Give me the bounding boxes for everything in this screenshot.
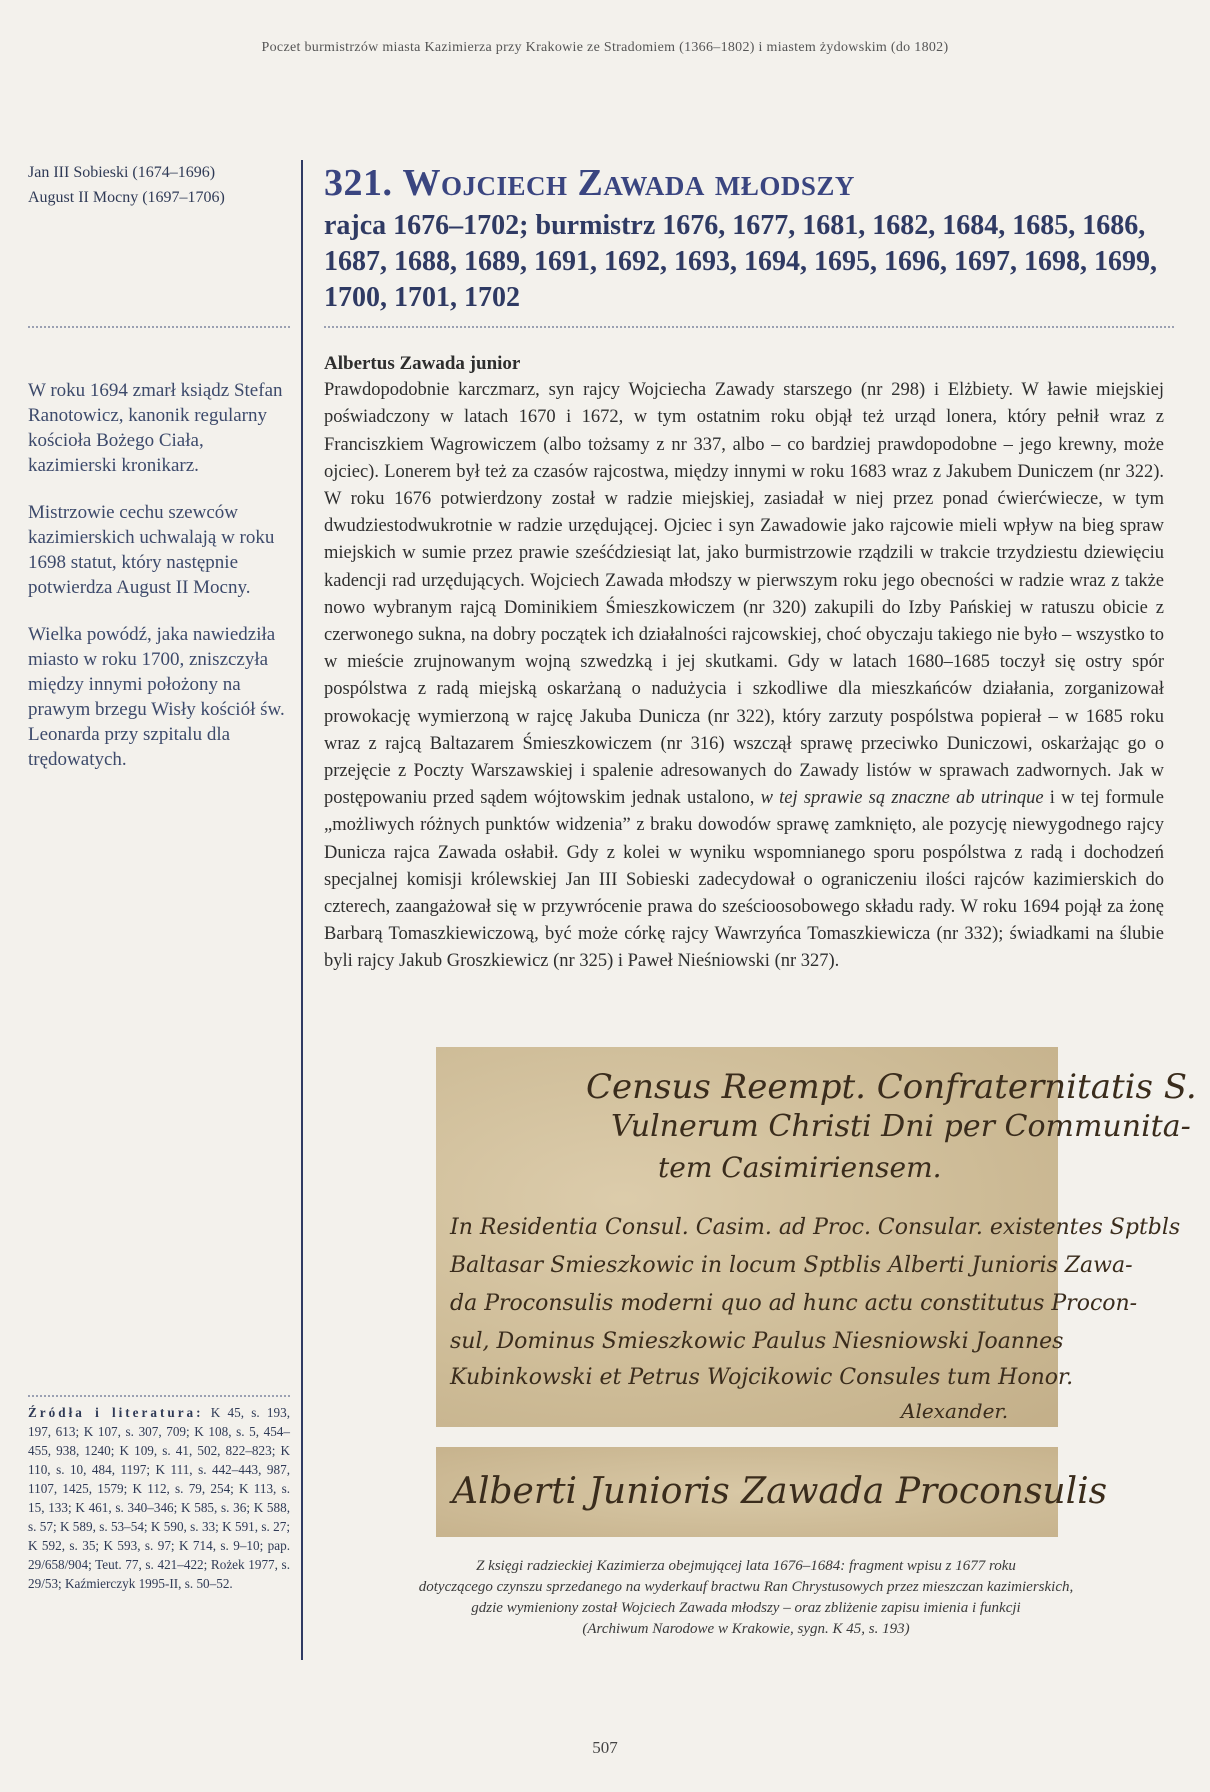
side-note: Mistrzowie cechu szewców kazimierskich uchwalają w roku 1698 statut, który następnie potwierdza August II Mocny. — [28, 502, 275, 598]
caption-line: Z księgi radzieckiej Kazimierza obejmującej lata 1676–1684: fragment wpisu z 1677 roku — [476, 1558, 1016, 1574]
manuscript-closeup — [436, 1447, 1108, 1537]
text-segment: i w tej formule „możliwych różnych punktów widzenia” z braku dowodów sprawę zamknięto, ale pozycję niewygodnego rajcy Dunicza rajca Zawada osłabił. Gdy z kolei w wyniku wspomnianego sporu pospólstwa z radą i dochodzeń specjalnej komisji królewskiej Jan III Sobieski zadecydował o ograniczeniu ilości rajców kazimierskich do czterech, zaangażował się w przywrócenie prawa do sześcioosobowego składu rady. W roku 1694 pojął za żonę Barbarą Tomaszkiewiczową, być może córkę rajcy Wawrzyńca Tomaszkiewicza (nr 332); świadkami na ślubie byli rajcy Jakub Groszkiewicz (nr 325) i Paweł Nieśniowski (nr 327). — [324, 788, 1164, 972]
caption-line: (Archiwum Narodowe w Krakowie, sygn. K 45, s. 193) — [582, 1621, 910, 1637]
side-note: W roku 1694 zmarł ksiądz Stefan Ranotowicz, kanonik regularny kościoła Bożego Ciała, kazimierski kronikarz. — [28, 380, 283, 476]
entry-title — [324, 160, 1184, 206]
entry-paragraph — [324, 377, 1164, 975]
manuscript-line: Census Reempt. Confraternitatis S. — [586, 1067, 1197, 1107]
latin-name: Albertus Zawada junior — [324, 353, 521, 374]
side-note: Wielka powódź, jaka nawiedziła miasto w roku 1700, zniszczyła między innymi położony na prawym brzegu Wisły kościół św. Leonarda przy szpitalu dla trędowatych. — [28, 624, 285, 770]
manuscript-photo — [436, 1047, 1197, 1427]
entry-number: 321. — [324, 162, 393, 204]
caption-line: dotyczącego czynszu sprzedanego na wyderkauf bractwu Ran Chrystusowych przez mieszczan kazimierskich, — [418, 1579, 1074, 1595]
caption-line: gdzie wymieniony został Wojciech Zawada młodszy – oraz zbliżenie zapisu imienia i funkcji — [471, 1600, 1021, 1616]
column-rule — [301, 160, 303, 1660]
manuscript-line: Kubinkowski et Petrus Wojcikowic Consules tum Honor. — [450, 1365, 1074, 1390]
manuscript-line: In Residentia Consul. Casim. ad Proc. Consular. existentes Sptbls — [450, 1215, 1181, 1240]
reign-list — [28, 160, 290, 210]
sources-text: K 45, s. 193, 197, 613; K 107, s. 307, 709; K 108, s. 5, 454–455, 938, 1240; K 109, s. 41, 502, 822–823; K 110, s. 10, 484, 1197; K 111, s. 442–443, 987, 1107, 1425, 1579; K 112, s. 79, 254; K 113, s. 15, 133; K 461, s. 340–346; K 585, s. 36; K 588, s. 57; K 589, s. 53–54; K 590, s. 33; K 591, s. 27; K 592, s. 35; K 593, s. 97; K 714, s. 9–10; pap. 29/658/904; Teut. 77, s. 421–422; Rożek 1977, s. 29/53; Kaźmierczyk 1995-II, s. 50–52. — [28, 1405, 290, 1591]
reign-item: August II Mocny (1697–1706) — [28, 189, 225, 206]
entry-heading — [324, 160, 1184, 316]
manuscript-line: Vulnerum Christi Dni per Communita- — [611, 1109, 1191, 1144]
text-segment: Prawdopodobnie karczmarz, syn rajcy Wojciecha Zawady starszego (nr 298) i Elżbiety. W ławie miejskiej poświadczony w latach 1670 i 1672, w tym ostatnim roku objął też urząd lonera, który pełnił wraz z Franciszkiem Wagrowiczem (albo tożsamy z nr 337, albo – co bardziej prawdopodobne – jego krewny, może ojciec). Lonerem był też za czasów rajcostwa, między innymi w roku 1683 wraz z Jakubem Duniczem (nr 322). W roku 1676 potwierdzony został w radzie miejskiej, zasiadał w niej przez ponad ćwierćwiecze, w tym dwudziestodwukrotnie w radzie urzędującej. Ojciec i syn Zawadowie jako rajcowie mieli wpływ na bieg spraw miejskich w sumie przez prawie sześćdziesiąt lat, jako burmistrzowie rządzili w trakcie trzydziestu dziewięciu kadencji rad urzędujących. Wojciech Zawada młodszy w pierwszym roku jego obecności w radzie wraz z także nowo wybranym rajcą Dominikiem Śmieszkowiczem (nr 320) zakupili do Izby Pańskiej w ratuszu obicie z czerwonego sukna, na dobry początek ich działalności rajcowskiej, choć obyczaju takiego nie było – wszystko to w mieście zrujnowanym wojną szwedzką i jej skutkami. Gdy w latach 1680–1685 toczył się ostry spór pospólstwa z radą miejską oskarżaną o nadużycia i szkodliwe dla mieszkańców działania, zorganizował prowokację wymierzoną w rajcę Jakuba Dunicza (nr 322), który zarzuty pospólstwa popierał – w 1685 roku wraz z rajcą Baltazarem Śmieszkowiczem (nr 316) wszczął sprawę przeciwko Duniczowi, oskarżając go o przejęcie z Poczty Warszawskiej i spalenie adresowanych do Zawady listów w sprawach zadwornych. Jak w postępowaniu przed sądem wójtowskim jednak ustalono, — [324, 380, 1164, 809]
sources — [28, 1403, 290, 1593]
manuscript-line: Alexander. — [901, 1399, 1009, 1423]
page-number: 507 — [592, 1738, 618, 1757]
divider — [324, 326, 1174, 328]
figure-caption — [340, 1556, 1152, 1640]
side-notes — [28, 378, 290, 794]
reign-item: Jan III Sobieski (1674–1696) — [28, 164, 216, 181]
sources-label: Źródła i literatura: — [28, 1405, 204, 1420]
divider — [28, 1395, 290, 1397]
manuscript-line: tem Casimiriensem. — [658, 1151, 942, 1184]
entry-name: Wojciech Zawada młodszy — [402, 162, 855, 204]
manuscript-closeup-text: Alberti Junioris Zawada Proconsulis — [452, 1471, 1108, 1512]
manuscript-line: da Proconsulis moderni quo ad hunc actu constitutus Procon- — [450, 1291, 1138, 1316]
entry-roles: rajca 1676–1702; burmistrz 1676, 1677, 1681, 1682, 1684, 1685, 1686, 1687, 1688, 1689, 1691, 1692, 1693, 1694, 1695, 1696, 1697, 1698, 1699, 1700, 1701, 1702 — [324, 210, 1157, 313]
divider — [28, 326, 290, 328]
text-italic: w tej sprawie są znaczne ab utrinque — [760, 788, 1044, 809]
manuscript-line: sul, Dominus Smieszkowic Paulus Niesniowski Joannes — [450, 1329, 1064, 1354]
entry-body — [324, 350, 1164, 976]
running-head: Poczet burmistrzów miasta Kazimierza przy Krakowie ze Stradomiem (1366–1802) i miastem żydowskim (do 1802) — [261, 40, 949, 55]
manuscript-line: Baltasar Smieszkowic in locum Sptblis Alberti Junioris Zawa- — [450, 1253, 1133, 1278]
